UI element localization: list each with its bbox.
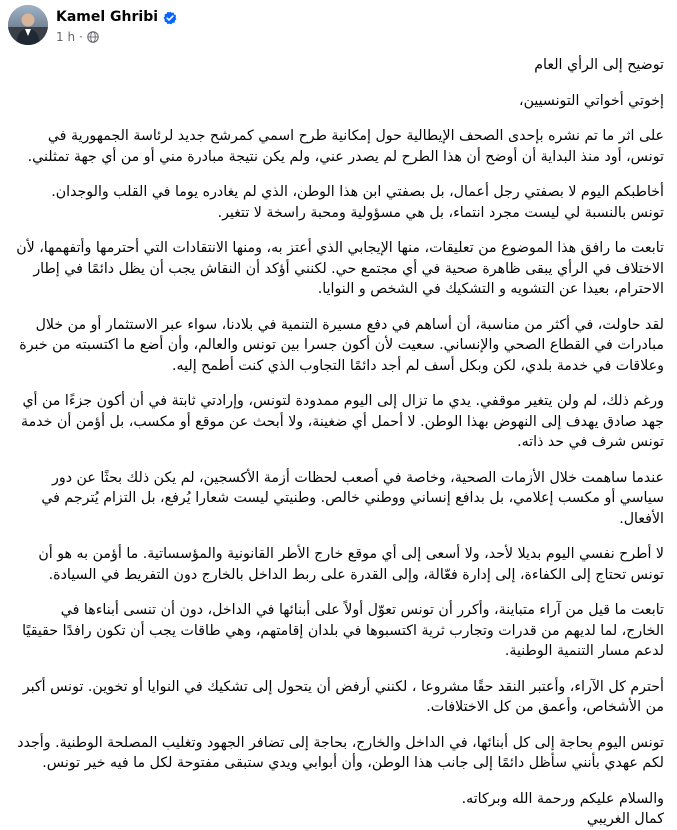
post-paragraph: أخاطبكم اليوم لا بصفتي رجل أعمال، بل بصفتي ابن هذا الوطن، الذي لم يغادره يوما في القلب والوجدان. تونس بالنسبة لي ليست مجرد انتماء، بل هي مسؤولية ومحبة راسخة لا تتغير.: [51, 184, 664, 221]
meta-separator: ·: [79, 30, 83, 44]
post-paragraph: ورغم ذلك، لم ولن يتغير موقفي. يدي ما تزال إلى اليوم ممدودة لتونس، وإرادتي ثابتة في أن أكون جزءًا من أي جهد صادق يهدف إلى النهوض بهذا الوطن. لا أحمل أي ضغينة، ولا أبحث عن موقع أو مكسب، بل أؤمن أن خدمة تونس شرف في حد ذاته.: [21, 393, 664, 450]
post-paragraph: عندما ساهمت خلال الأزمات الصحية، وخاصة في أصعب لحظات أزمة الأكسجين، لم يكن ذلك بحثًا عن دور سياسي أو مكسب إعلامي، بل بدافع إنساني ووطني خالص. وطنيتي ليست شعارا يُرفع، بل التزام يُترجم في الأفعال.: [41, 469, 664, 527]
post-body: [14, 55, 664, 830]
author-avatar[interactable]: [8, 5, 48, 45]
post-greeting: إخوتي أخواتي التونسيين،: [518, 92, 664, 109]
post-paragraph: لقد حاولت، في أكثر من مناسبة، أن أساهم في دفع مسيرة التنمية في بلادنا، سواء عبر الاستثمار أو من خلال مبادرات في القطاع الصحي والإنساني. سعيت لأن أكون جسرا بين تونس والعالم، وأن أضع ما اكتسبته من خبرة وعلاقات في خدمة بلدي، لكن وبكل أسف لم أجد دائمًا التجاوب الذي كنت أطمح إليه.: [19, 316, 664, 374]
globe-icon[interactable]: [87, 31, 99, 43]
author-line: [56, 9, 177, 25]
post-paragraph: على اثر ما تم نشره بإحدى الصحف الإيطالية حول إمكانية طرح اسمي كمرشح جديد لرئاسة الجمهورية في تونس، أود منذ البداية أن أوضح أن هذا الطرح لم يصدر عني، ولم يكن نتيجة مبادرة مني أو من أي جهة تمثلني.: [27, 128, 664, 165]
author-name[interactable]: Kamel Ghribi: [56, 9, 159, 25]
post-header: [0, 0, 677, 54]
post-paragraph: لا أطرح نفسي اليوم بديلا لأحد، ولا أسعى إلى أي موقع خارج الأطر القانونية والمؤسساتية. ما أؤمن به هو أن تونس تحتاج إلى الكفاءة، إلى إدارة فعّالة، وإلى القدرة على ربط الداخل بالخارج دون التفريط في السيادة.: [38, 546, 664, 583]
post-time[interactable]: 1 h: [56, 30, 76, 44]
post-paragraph: تونس اليوم بحاجة إلى كل أبنائها، في الداخل والخارج، بحاجة إلى تضافر الجهود وتغليب المصلحة الوطنية. وأجدد لكم عهدي بأنني سأظل دائمًا إلى جانب هذا الوطن، وأن أبوابي ويدي ستبقى مفتوحة لكل ما فيه خير تونس.: [17, 734, 664, 771]
post-paragraph: تابعت ما رافق هذا الموضوع من تعليقات، منها الإيجابي الذي أعتز به، ومنها الانتقادات التي أحترمها وأتفهمها، لأن الاختلاف في الرأي يبقى ظاهرة صحية في أي مجتمع حي. لكنني أؤكد أن النقاش يجب أن يظل دائمًا في إطار الاحترام، بعيدا عن التشويه و التشكيك في الشخص و النوايا.: [16, 240, 664, 297]
post-paragraph: تابعت ما قيل من آراء متباينة، وأكرر أن تونس تعوّل أولاً على أبنائها في الداخل، دون أن تنسى أبناءها في الخارج، لما لديهم من قدرات وتجارب ثرية اكتسبوها في بلدان إقامتهم، وهي طاقات يجب أن تكون رافدًا حقيقيًا لدعم مسار التنمية الوطنية.: [22, 602, 664, 659]
post-signature: كمال الغريبي: [586, 811, 664, 827]
post-closing: والسلام عليكم ورحمة الله وبركاته.: [461, 790, 664, 807]
post-title: توضيح إلى الرأي العام: [534, 57, 664, 73]
post-paragraph: أحترم كل الآراء، وأعتبر النقد حقًا مشروعا ، لكنني أرفض أن يتحول إلى تشكيك في النوايا أو تخوين. تونس أكبر من الأشخاص، وأعمق من كل الاختلافات.: [22, 678, 664, 715]
post-meta: [56, 30, 99, 44]
verified-badge-icon: [163, 10, 177, 24]
